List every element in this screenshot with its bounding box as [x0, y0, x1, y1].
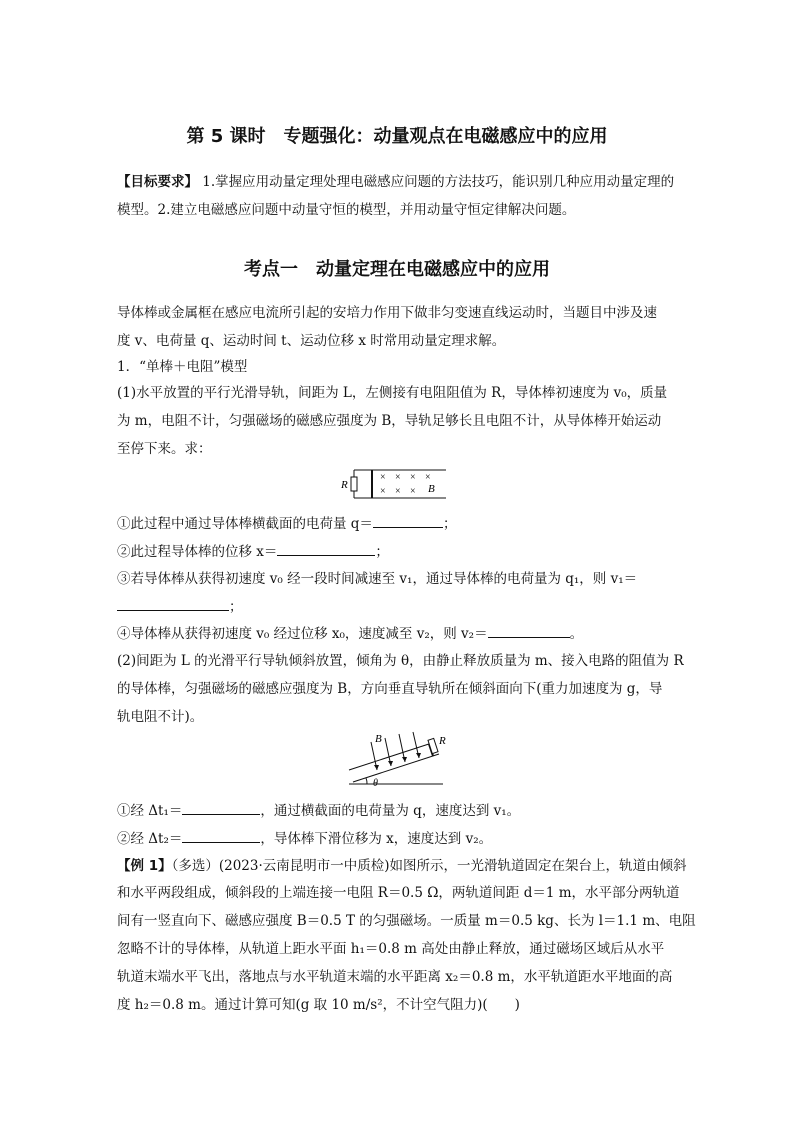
fig1-r-label: R: [341, 479, 348, 491]
example-line-3: 间有一竖直向下、磁感应强度 B＝0.5 T 的匀强磁场。一质量 m＝0.5 kg、长为 l＝1.1 m、电阻: [117, 913, 696, 929]
example-line-2: 和水平两段组成，倾斜段的上端连接一电阻 R＝0.5 Ω，两轨道间距 d＝1 m，水平部分两轨道: [117, 885, 680, 901]
rail-resistor-figure: [338, 466, 450, 502]
part2-line-1: (2)间距为 L 的光滑平行导轨倾斜放置，倾角为 θ，由静止释放质量为 m、接入电路的阻值为 R: [117, 653, 684, 669]
fig2-b-label: B: [375, 733, 382, 745]
intro-line-2: 度 v、电荷量 q、运动时间 t、运动位移 x 时常用动量定理求解。: [117, 333, 506, 349]
fig1-cross: ×: [395, 472, 401, 483]
objective-line-1: [117, 172, 677, 192]
intro-line-1: 导体棒或金属框在感应电流所引起的安培力作用下做非匀变速直线运动时，当题目中涉及速: [117, 305, 657, 321]
answer-blank-6[interactable]: [182, 828, 260, 843]
answer-blank-3[interactable]: [117, 596, 229, 611]
answer-blank-1[interactable]: [373, 513, 443, 528]
fig2-theta-label: θ: [373, 778, 378, 788]
fig1-b-label: B: [428, 483, 435, 495]
answer-blank-4[interactable]: [488, 623, 570, 638]
fig1-cross: ×: [380, 472, 386, 483]
part2-line-3: 轨电阻不计)。: [117, 709, 204, 725]
example-line-6: 度 h₂＝0.8 m。通过计算可知(g 取 10 m/s²，不计空气阻力)( ): [117, 997, 520, 1013]
inclined-rail-figure: [345, 728, 455, 788]
objective-tag: 【目标要求】: [117, 174, 198, 190]
question-4: ④导体棒从获得初速度 v₀ 经过位移 x₀，速度减至 v₂，则 v₂＝ 。: [117, 623, 677, 644]
example-tag: 【例 1】: [117, 858, 172, 874]
part1-line-3: 至停下来。求：: [117, 441, 212, 457]
section-title: 考点一 动量定理在电磁感应中的应用: [244, 259, 550, 280]
question-6: ②经 Δt₂＝ ，导体棒下滑位移为 x，速度达到 v₂。: [117, 828, 677, 849]
question-5: ①经 Δt₁＝ ，通过横截面的电荷量为 q，速度达到 v₁。: [117, 800, 677, 821]
objective-text-1: 1.掌握应用动量定理处理电磁感应问题的方法技巧，能识别几种应用动量定理的: [198, 174, 675, 190]
fig1-cross: ×: [410, 486, 416, 497]
question-3-cont: ；: [117, 596, 677, 617]
part1-line-1: (1)水平放置的平行光滑导轨，间距为 L，左侧接有电阻阻值为 R，导体棒初速度为 v₀，质量: [117, 385, 668, 401]
fig1-cross: ×: [410, 472, 416, 483]
question-2: ②此过程导体棒的位移 x＝ ；: [117, 541, 677, 562]
part2-line-2: 的导体棒，匀强磁场的磁感应强度为 B，方向垂直导轨所在倾斜面向下(重力加速度为 g，导: [117, 681, 663, 697]
model1-heading: 1．“单棒＋电阻”模型: [117, 359, 248, 375]
fig1-cross: ×: [380, 486, 386, 497]
answer-blank-2[interactable]: [277, 541, 375, 556]
part1-line-2: 为 m，电阻不计，匀强磁场的磁感应强度为 B，导轨足够长且电阻不计，从导体棒开始运动: [117, 413, 662, 429]
example-line-4: 忽略不计的导体棒，从轨道上距水平面 h₁＝0.8 m 高处由静止释放，通过磁场区域后从水平: [117, 941, 665, 957]
example-line-1: 【例 1】（多选）(2023·云南昆明市一中质检)如图所示，一光滑轨道固定在架台上，轨道由倾斜: [117, 858, 687, 874]
page-title: 第 5 课时 专题强化：动量观点在电磁感应中的应用: [186, 126, 608, 147]
fig2-r-label: R: [439, 735, 446, 747]
objective-line-2: 模型。2.建立电磁感应问题中动量守恒的模型，并用动量守恒定律解决问题。: [117, 202, 576, 218]
answer-blank-5[interactable]: [182, 800, 260, 815]
fig1-cross: ×: [425, 472, 431, 483]
question-3: ③若导体棒从获得初速度 v₀ 经一段时间减速至 v₁，通过导体棒的电荷量为 q₁，则 v₁＝: [117, 571, 638, 587]
question-1: ①此过程中通过导体棒横截面的电荷量 q＝ ；: [117, 513, 677, 534]
fig1-cross: ×: [395, 486, 401, 497]
example-line-5: 轨道末端水平飞出，落地点与水平轨道末端的水平距离 x₂＝0.8 m，水平轨道距水平地面的高: [117, 969, 673, 985]
